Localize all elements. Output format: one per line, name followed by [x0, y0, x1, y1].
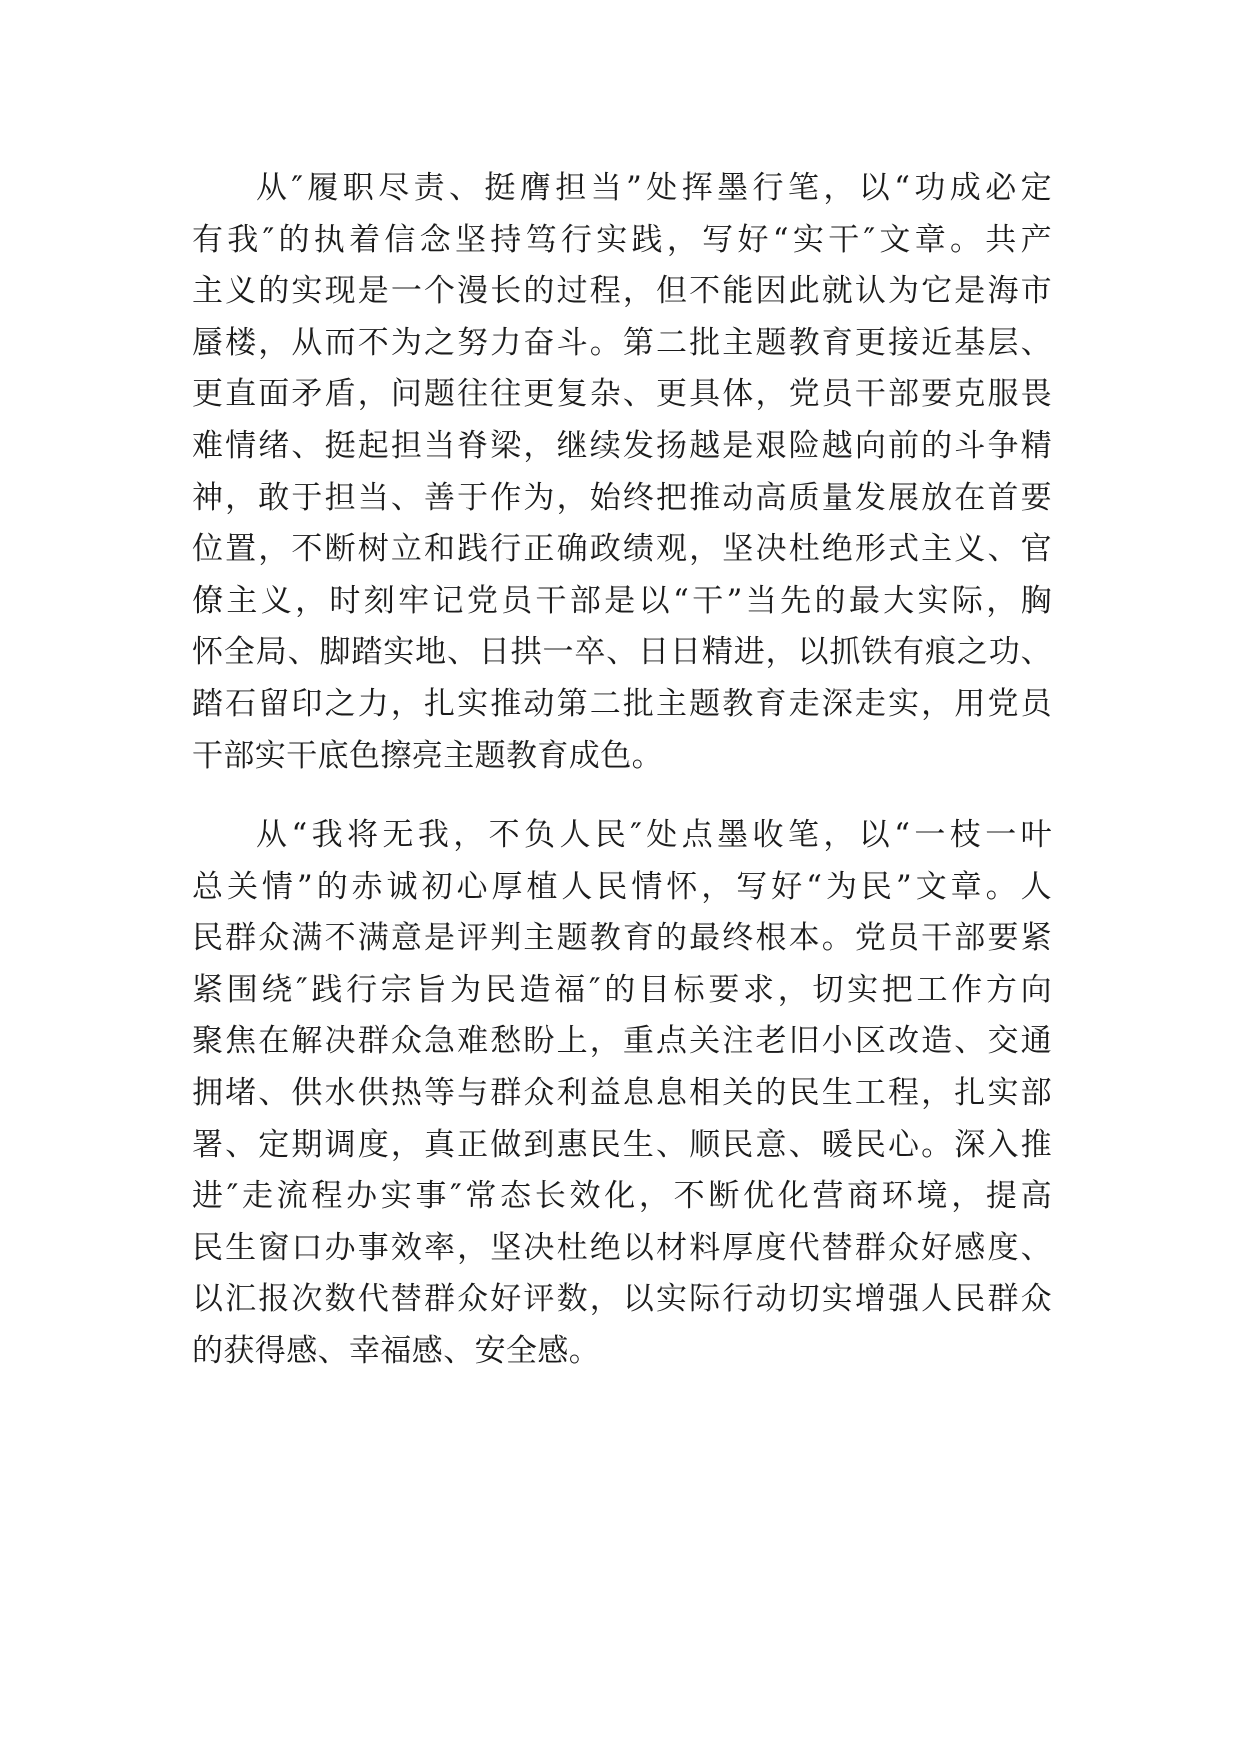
paragraph-line: 从″履职尽责、挺膺担当”处挥墨行笔，以“功成必定 [256, 170, 1052, 206]
paragraph-line: 干部实干底色擦亮主题教育成色。 [192, 737, 663, 774]
paragraph-line: 民生窗口办事效率，坚决杜绝以材料厚度代替群众好感度、 [192, 1229, 1052, 1266]
paragraph-1 [192, 163, 1052, 782]
paragraph-line: 署、定期调度，真正做到惠民生、顺民意、暖民心。深入推 [192, 1126, 1052, 1163]
paragraph-line: 拥堵、供水供热等与群众利益息息相关的民生工程，扎实部 [192, 1074, 1052, 1111]
paragraph-line: 主义的实现是一个漫长的过程，但不能因此就认为它是海市 [192, 273, 1052, 310]
paragraph-line: 有我″的执着信念坚持笃行实践，写好“实干″文章。共产 [192, 221, 1052, 258]
paragraph-line: 总关情”的赤诚初心厚植人民情怀，写好“为民”文章。人 [192, 868, 1052, 905]
paragraph-line: 僚主义，时刻牢记党员干部是以“干”当先的最大实际，胸 [192, 582, 1052, 619]
paragraph-line: 民群众满不满意是评判主题教育的最终根本。党员干部要紧 [192, 920, 1052, 957]
paragraph-line: 聚焦在解决群众急难愁盼上，重点关注老旧小区改造、交通 [192, 1023, 1052, 1060]
paragraph-line: 进″走流程办实事″常态长效化，不断优化营商环境，提高 [192, 1178, 1052, 1215]
paragraph-line: 位置，不断树立和践行正确政绩观，坚决杜绝形式主义、官 [192, 531, 1052, 568]
paragraph-line: 怀全局、脚踏实地、日拱一卒、日日精进，以抓铁有痕之功、 [192, 634, 1052, 671]
paragraph-line: 神，敢于担当、善于作为，始终把推动高质量发展放在首要 [192, 479, 1052, 516]
paragraph-line: 从“我将无我，不负人民″处点墨收笔，以“一枝一叶 [256, 817, 1052, 853]
paragraph-line: 紧围绕″践行宗旨为民造福″的目标要求，切实把工作方向 [192, 971, 1052, 1008]
paragraph-2 [192, 810, 1052, 1378]
paragraph-line: 踏石留印之力，扎实推动第二批主题教育走深走实，用党员 [192, 685, 1052, 722]
paragraph-line: 蜃楼，从而不为之努力奋斗。第二批主题教育更接近基层、 [192, 324, 1052, 361]
paragraph-line: 更直面矛盾，问题往往更复杂、更具体，党员干部要克服畏 [192, 376, 1052, 413]
paragraph-line: 以汇报次数代替群众好评数，以实际行动切实增强人民群众 [192, 1281, 1052, 1318]
paragraph-line: 的获得感、幸福感、安全感。 [192, 1332, 601, 1369]
paragraph-line: 难情绪、挺起担当脊梁，继续发扬越是艰险越向前的斗争精 [192, 427, 1052, 464]
